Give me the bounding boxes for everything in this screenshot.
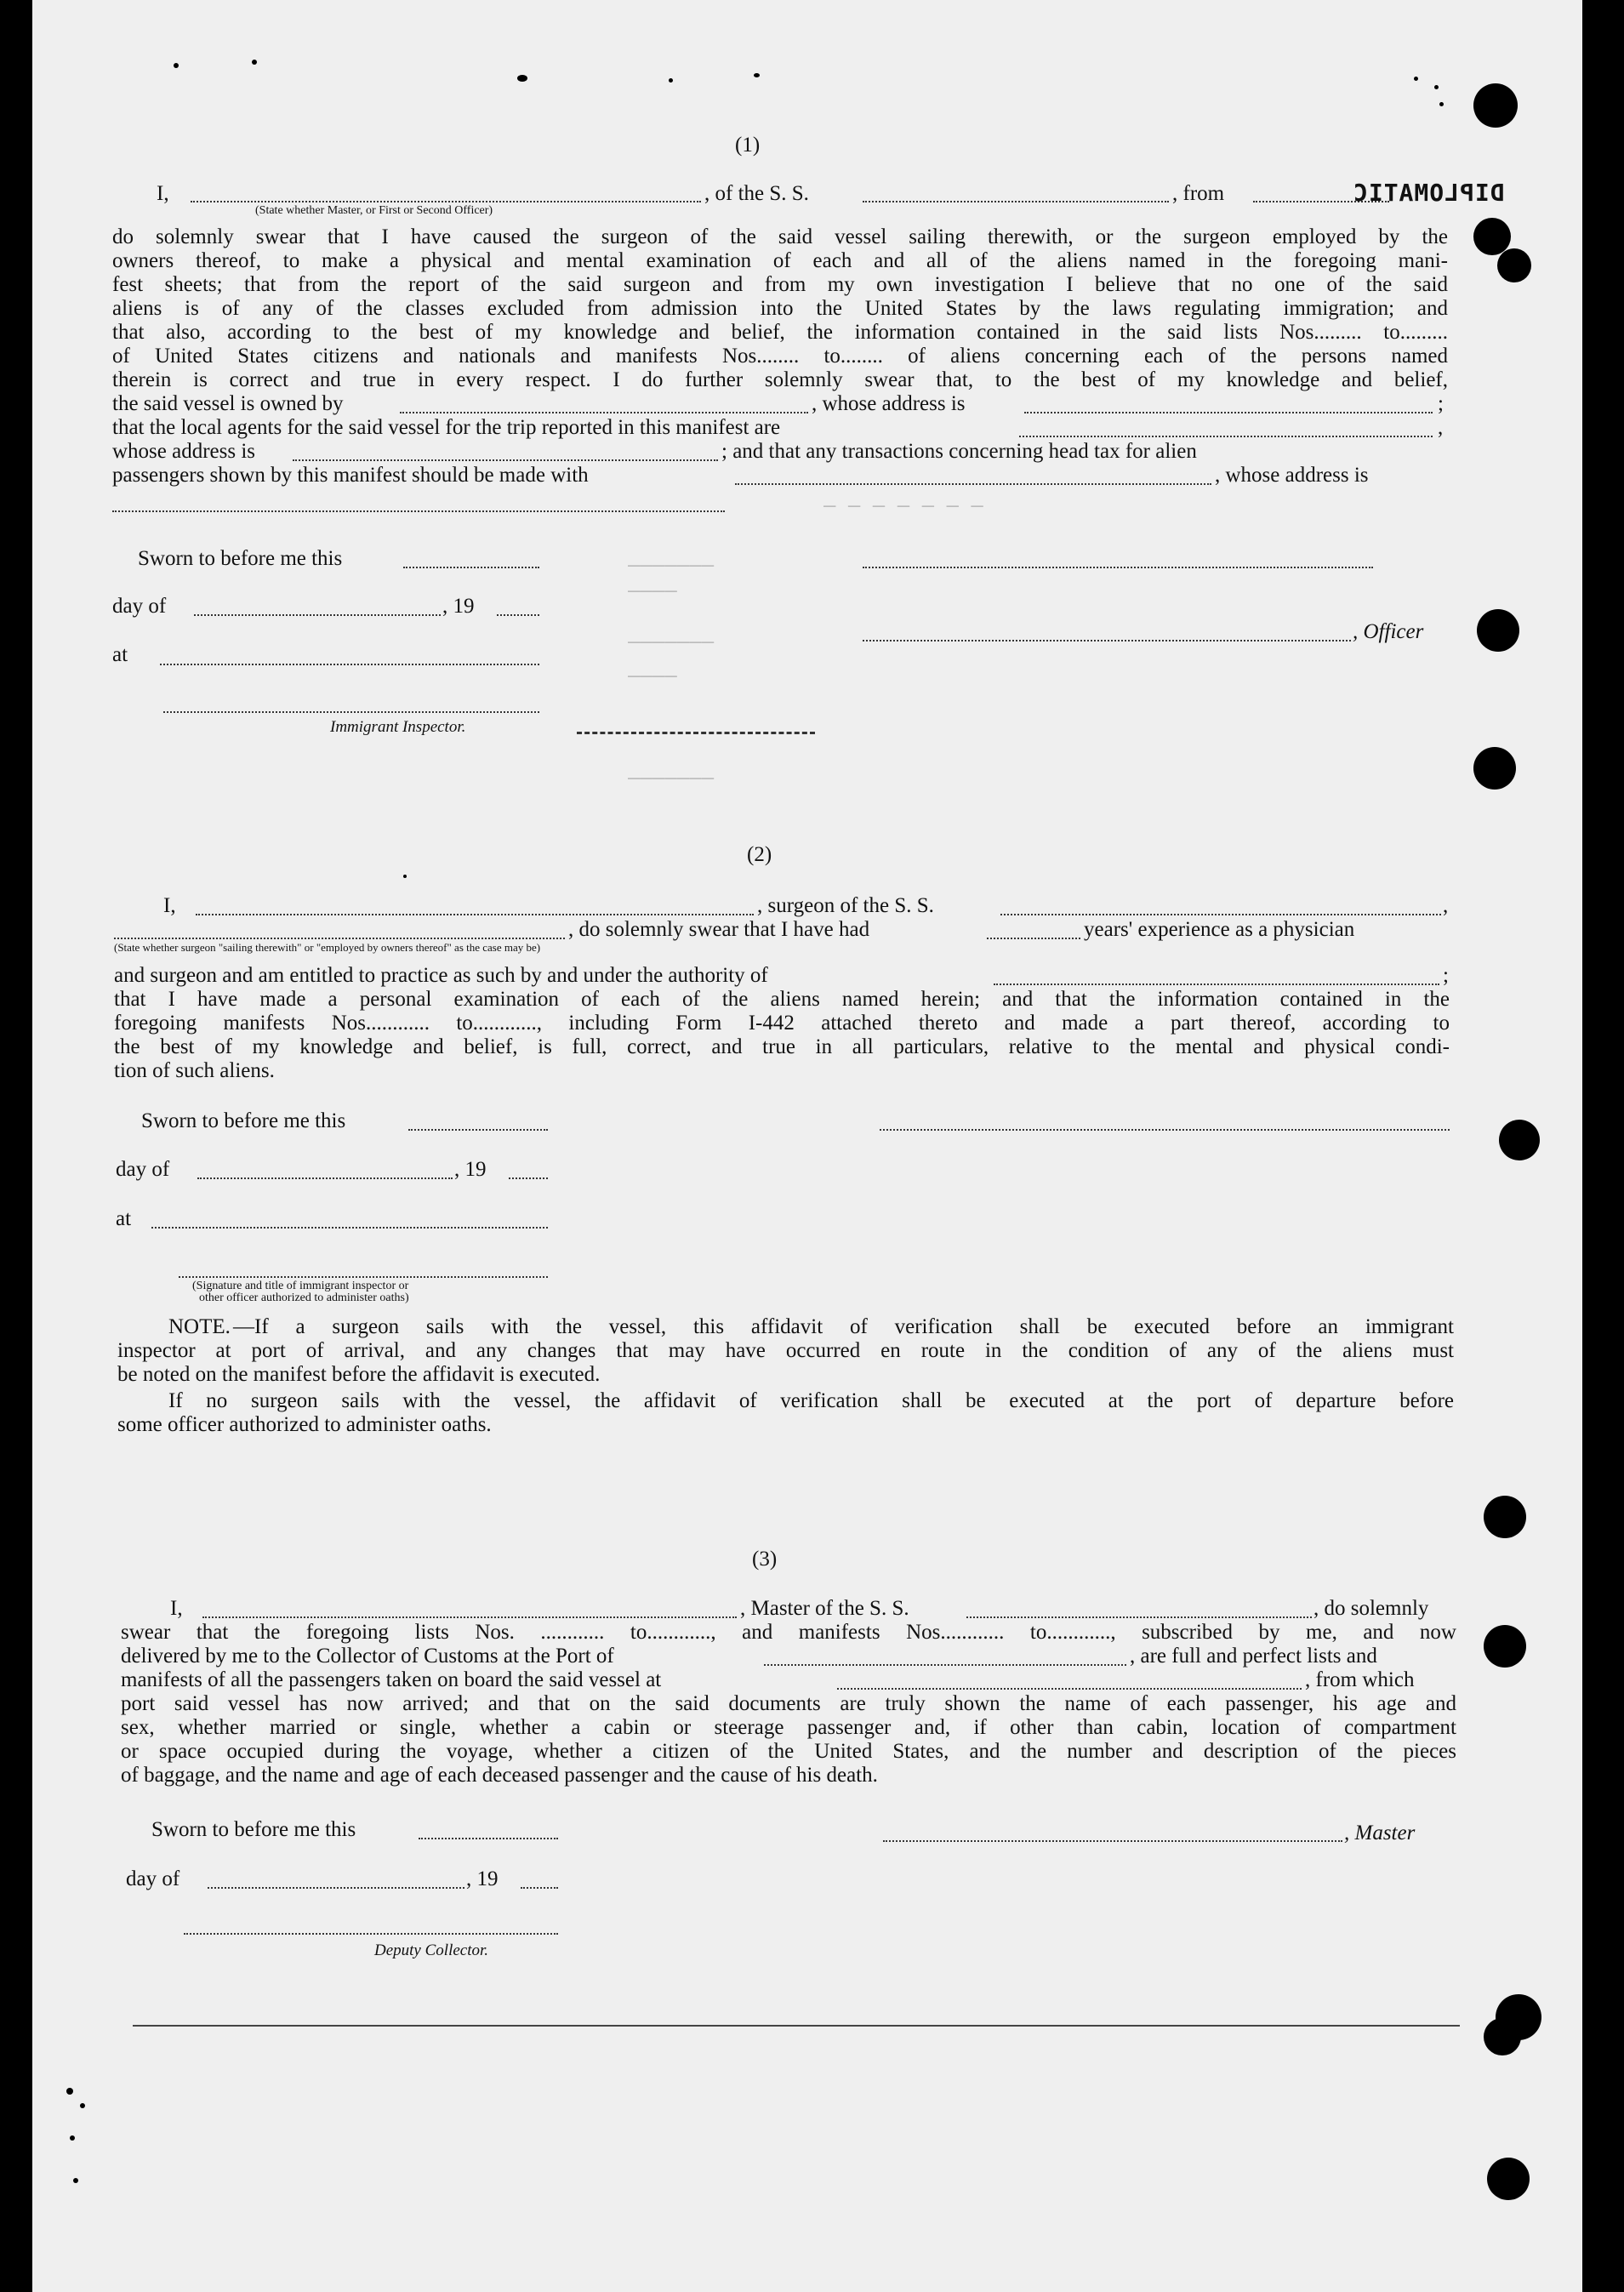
delivered-label: delivered by me to the Collector of Customs at the Port of (121, 1645, 614, 1668)
surgeon-name-blank[interactable] (196, 914, 754, 915)
punch-hole (1484, 1625, 1526, 1668)
master-signature-blank[interactable] (863, 567, 1373, 568)
embark-port-blank[interactable] (837, 1688, 1302, 1690)
master-title-note: (State whether Master, or First or Second Officer) (255, 204, 493, 217)
section-3-line-1: swear that the foregoing lists Nos. ............ to............, and manifests Nos............ to............, subscribed by me, and now (121, 1621, 1456, 1644)
agent-address-label: whose address is (112, 440, 256, 463)
punch-hole (1473, 218, 1511, 255)
surgeon-signature-blank[interactable] (880, 1129, 1450, 1131)
authority-label: and surgeon and am entitled to practice as such by and under the authority of (114, 964, 768, 987)
local-agents-blank[interactable] (1019, 436, 1433, 437)
section-3-number: (3) (752, 1548, 778, 1571)
section-1-line-5: that also, according to the best of my knowledge and belief, the information contained in the said lists Nos......... to......... (112, 321, 1448, 344)
diplomatic-stamp: DIPLOMATIC (1353, 179, 1505, 207)
years-blank[interactable] (987, 938, 1080, 939)
head-tax-label: ; and that any transactions concerning head tax for alien (721, 440, 1197, 463)
contact-address-label: , whose address is (1215, 464, 1369, 487)
section-2-line-3: the best of my knowledge and belief, is full, correct, and true in all particulars, relative to the mental and physical condi- (114, 1035, 1450, 1058)
punch-hole (1484, 1496, 1526, 1538)
sworn-date-blank-3[interactable] (419, 1838, 558, 1839)
surgeon-type-note: (State whether surgeon "sailing therewith" or "employed by owners thereof" as the case may be) (114, 941, 541, 954)
place-blank-2[interactable] (151, 1227, 548, 1229)
punch-hole (1477, 609, 1519, 652)
inspector-signature-blank[interactable] (163, 711, 539, 713)
month-blank-2[interactable] (197, 1177, 453, 1179)
owner-address-blank[interactable] (1024, 412, 1433, 413)
sworn-label-2: Sworn to before me this (141, 1109, 346, 1132)
full-perfect-label: , are full and perfect lists and (1130, 1645, 1377, 1668)
form-page: (1) I, , of the S. S. , from DIPLOMATIC (State whether Master, or First or Second Officer) do solemnly swear that I have caused the surgeon of the said vessel sailing therewith, or the surgeon employed by the owners thereof, to make a physical and mental examination of each and all of the aliens named in the foregoing mani- fest sheets; that from the report of the said surgeon and from my own investigation I believe that no one of the said aliens is of any of the classes excluded from admission into the United States by the laws regulating immigration; and that also, according to the best of my knowledge and belief, the information contained in the said lists Nos......... to......... of United States citizens and nationals and manifests Nos........ to........ of aliens concerning each of the persons named therein is correct and true in every respect. I do further solemnly swear that, to the best of my knowledge and belief, the said vessel is owned by , whose address is ; that the local agents for the said vessel for the trip reported in this manifest are , whose address is ; and that any transactions concerning head tax for alien passengers shown by this manifest should be made with , whose address is — — — — — — — ——————— ———— ——————— ———— ——————— Sworn to before me this day of , 19 at , Officer Immigrant Inspector. (2) I, , surgeon of the S. S. , , do solemnly swear that I have had years' experience as a physician (State whether surgeon "sailing therewith" or "employed by owners thereof" as the case may be) and surgeon and am entitled to practice as such by and under the authority of ; that I have made a personal examination of each of the aliens named herein; and that the information contained in the foregoing manifests Nos............ to............, including Form I-442 attached thereto and made a part thereof, according to the best of my knowledge and belief, is full, correct, and true in all particulars, relative to the mental and physical condi- tion of such aliens. Sworn to before me this day of , 19 at (Signature and title of immigrant inspector or other officer authorized to administer oaths) NOTE. —If a surgeon sails with the vessel, this affidavit of verification shall be executed before an immigrant inspector at port of arrival, and any changes that may have occurred en route in the condition of any of the aliens must be noted on the manifest before the affidavit is executed. If no surgeon sails with the vessel, the affidavit of verification shall be executed at the port of departure before some officer authorized to administer oaths. (3) I, , Master of the S. S. , do solemnly swear that the foregoing lists Nos. ............ to............, and manifests Nos............ to............, subscribed by me, and now delivered by me to the Collector of Customs at the Port of , are full and perfect lists and manifests of all the passengers taken on board the said vessel at , from which port said vessel has now arrived; and that on the said documents are truly shown the name of each passenger, his age and sex, whether married or single, whether a cabin or steerage passenger and, if other than cabin, location of compartment or space occupied during the voyage, whether a citizen of the United States, and the number and description of the pieces of baggage, and the name and age of each deceased passenger and the cause of his death. Sworn to before me this , Master day of , 19 Deputy Collector. (32, 0, 1582, 2292)
master3-name-blank[interactable] (202, 1616, 737, 1618)
section-3-line-5: of baggage, and the name and age of each deceased passenger and the cause of his death. (121, 1764, 878, 1787)
surgeon-type-blank[interactable] (114, 938, 565, 939)
punch-hole (1473, 747, 1516, 790)
officer-blank[interactable] (863, 640, 1351, 641)
inspector-label: Immigrant Inspector. (330, 718, 466, 736)
comma-2: , (1443, 894, 1449, 917)
section-2-line-1: that I have made a personal examination of each of the aliens named herein; and that the information contained in the (114, 988, 1450, 1011)
master-name-blank[interactable] (191, 201, 701, 202)
punch-hole (1484, 2018, 1521, 2055)
section-1-line-7: therein is correct and true in every respect. I do further solemnly swear that, to the best of my knowledge and belief, (112, 368, 1448, 391)
do-solemnly-label: , do solemnly (1313, 1597, 1429, 1620)
section-1-line-2: owners thereof, to make a physical and mental examination of each and all of the aliens named in the foregoing mani- (112, 249, 1448, 272)
manifests-of-label: manifests of all the passengers taken on board the said vessel at (121, 1668, 662, 1691)
year-blank-1[interactable] (497, 614, 539, 616)
master3-signature-blank[interactable] (883, 1840, 1342, 1842)
owner-address-label: , whose address is (812, 392, 966, 415)
note2-line-2: some officer authorized to administer oaths. (117, 1413, 492, 1436)
sworn-date-blank-2[interactable] (408, 1129, 548, 1131)
section-1-line-4: aliens is of any of the classes excluded from admission into the United States by the laws regulating immigration; and (112, 297, 1448, 320)
punch-hole (1487, 2158, 1530, 2200)
section-1-line-6: of United States citizens and nationals and manifests Nos........ to........ of aliens concerning each of the persons named (112, 345, 1448, 368)
note2-line-1: If no surgeon sails with the vessel, the affidavit of verification shall be executed at the port of departure before (168, 1389, 1454, 1412)
agent-address-blank[interactable] (293, 459, 718, 461)
oath-i-label: I, (157, 182, 169, 205)
head-tax-contact-blank[interactable] (735, 483, 1211, 485)
vessel-name-blank[interactable] (863, 201, 1169, 202)
note-line-1: —If a surgeon sails with the vessel, this affidavit of verification shall be executed before an immigrant (233, 1315, 1454, 1338)
owned-by-label: the said vessel is owned by (112, 392, 344, 415)
of-ss-label: , of the S. S. (704, 182, 809, 205)
local-agents-label: that the local agents for the said vessel for the trip reported in this manifest are (112, 416, 781, 439)
at-label-1: at (112, 643, 128, 666)
section-1-line-3: fest sheets; that from the report of the said surgeon and from my own investigation I believe that no one of the said (112, 273, 1448, 296)
passengers-label: passengers shown by this manifest should be made with (112, 464, 589, 487)
section-3-line-4: or space occupied during the voyage, whether a citizen of the United States, and the number and description of the pieces (121, 1740, 1456, 1763)
port-blank[interactable] (764, 1664, 1126, 1666)
contact-address-blank[interactable] (112, 510, 725, 512)
bottom-rule (133, 2025, 1460, 2027)
day-of-label-1: day of (112, 595, 167, 618)
year-blank-2[interactable] (509, 1177, 548, 1179)
from-which-label: , from which (1305, 1668, 1415, 1691)
surgeon-of-label: , surgeon of the S. S. (757, 894, 934, 917)
section-3-line-3: sex, whether married or single, whether a cabin or steerage passenger and, if other than cabin, location of compartment (121, 1716, 1456, 1739)
semicolon-2: ; (1443, 964, 1449, 987)
master-i-label: I, (170, 1597, 183, 1620)
from-label: , from (1172, 182, 1225, 205)
comma: , (1438, 416, 1444, 439)
year-label-2: , 19 (454, 1158, 487, 1181)
punch-hole (1497, 248, 1531, 282)
note-label: NOTE. (168, 1315, 231, 1338)
surgeon-i-label: I, (163, 894, 176, 917)
month-blank-1[interactable] (194, 614, 441, 616)
signature-note-1: (Signature and title of immigrant inspector or (192, 1280, 409, 1292)
inspector-signature-blank-2[interactable] (179, 1276, 548, 1278)
sworn-label-1: Sworn to before me this (138, 547, 343, 570)
deputy-label: Deputy Collector. (374, 1941, 489, 1959)
sworn-label-3: Sworn to before me this (151, 1818, 356, 1841)
had-label: , do solemnly swear that I have had (568, 918, 870, 941)
deputy-signature-blank[interactable] (184, 1933, 558, 1935)
place-blank-1[interactable] (160, 664, 539, 665)
note-line-3: be noted on the manifest before the affidavit is executed. (117, 1363, 601, 1386)
day-of-label-2: day of (116, 1158, 170, 1181)
section-1-line-1: do solemnly swear that I have caused the surgeon of the said vessel sailing therewith, or the surgeon employed by the (112, 225, 1448, 248)
day-of-label-3: day of (126, 1867, 180, 1890)
month-blank-3[interactable] (208, 1887, 464, 1889)
owner-blank[interactable] (400, 412, 808, 413)
authority-blank[interactable] (994, 984, 1439, 985)
master3-vessel-blank[interactable] (966, 1616, 1312, 1618)
at-label-2: at (116, 1207, 132, 1230)
punch-hole (1499, 1120, 1540, 1160)
year-blank-3[interactable] (521, 1887, 558, 1889)
years-label: years' experience as a physician (1084, 918, 1355, 941)
punch-hole (1473, 83, 1518, 128)
section-2-line-2: foregoing manifests Nos............ to............, including Form I-442 attached thereto and made a part thereof, according to (114, 1012, 1450, 1035)
note-line-2: inspector at port of arrival, and any changes that may have occurred en route in the condition of any of the aliens must (117, 1339, 1454, 1362)
semicolon: ; (1438, 392, 1444, 415)
stamped-dash-line (577, 732, 815, 734)
section-3-line-2: port said vessel has now arrived; and that on the said documents are truly shown the name of each passenger, his age and (121, 1692, 1456, 1715)
section-2-line-4: tion of such aliens. (114, 1059, 275, 1082)
year-label-1: , 19 (442, 595, 475, 618)
master-label: , Master (1344, 1822, 1416, 1844)
officer-label: , Officer (1353, 620, 1424, 643)
section-2-number: (2) (747, 843, 772, 866)
signature-note-2: other officer authorized to administer oaths) (199, 1291, 409, 1304)
section-1-number: (1) (735, 134, 761, 157)
year-label-3: , 19 (466, 1867, 499, 1890)
master-of-label: , Master of the S. S. (740, 1597, 909, 1620)
surgeon-vessel-blank[interactable] (1000, 914, 1441, 915)
sworn-date-blank-1[interactable] (403, 567, 539, 568)
